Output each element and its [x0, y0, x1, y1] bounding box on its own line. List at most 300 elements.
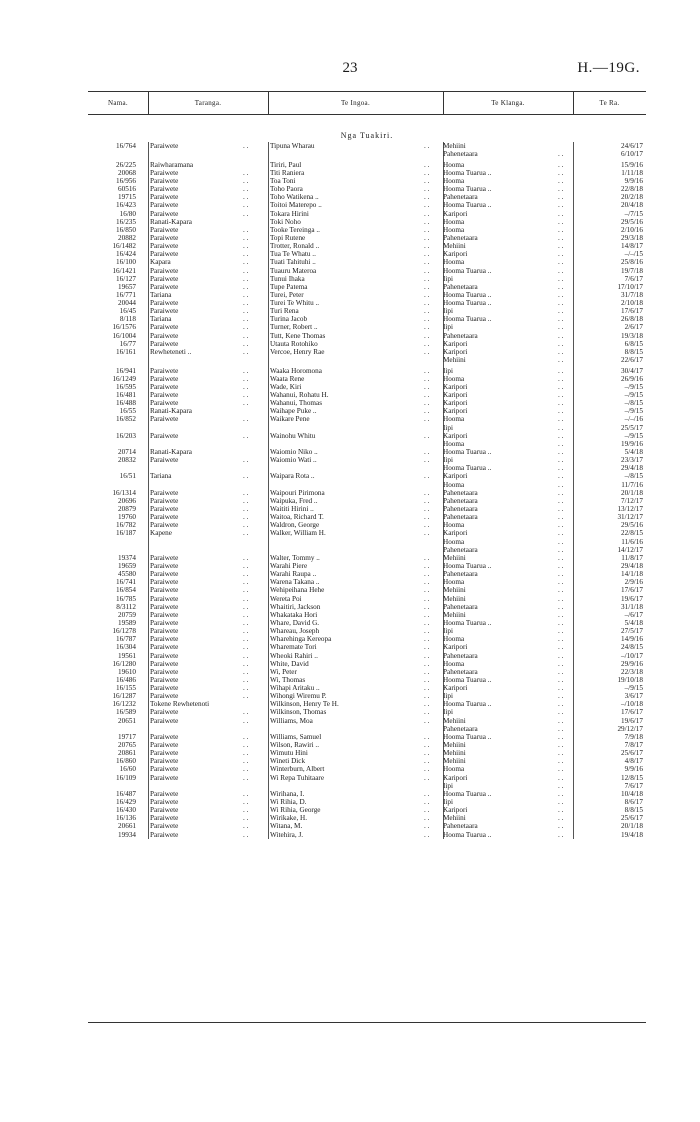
- leader-dots: . .: [558, 692, 564, 701]
- entry-klanga: Iipi: [443, 423, 453, 432]
- leader-dots: . .: [558, 757, 564, 766]
- entry-ingoa: Titi Raniera: [270, 168, 305, 177]
- table-header: [88, 91, 646, 115]
- entry-ra: 31/12/17: [617, 513, 643, 522]
- entry-taranga: Paraiwete: [150, 578, 179, 587]
- entry-ingoa: Wade, Kiri: [270, 382, 302, 391]
- table-row: [88, 161, 646, 169]
- entry-ra: 5/4/18: [624, 447, 643, 456]
- leader-dots: . .: [424, 456, 430, 465]
- entry-number: 16/787: [116, 635, 136, 644]
- entry-klanga: Hooma Tuarua ..: [443, 732, 492, 741]
- table-row: [88, 193, 646, 201]
- table-row: [88, 700, 646, 708]
- table-row: [88, 521, 646, 529]
- entry-ingoa: Tupe Patema: [270, 282, 308, 291]
- entry-number: 16/424: [116, 250, 136, 259]
- entry-taranga: Paraiwete: [150, 299, 179, 308]
- leader-dots: . .: [558, 716, 564, 725]
- leader-dots: . .: [558, 250, 564, 259]
- entry-number: 20879: [118, 504, 136, 513]
- entry-number: 20714: [118, 447, 136, 456]
- table-row: [88, 218, 646, 226]
- entry-klanga: Hooma: [443, 765, 465, 774]
- entry-number: 16/45: [119, 307, 136, 316]
- entry-ra: 11/6/16: [621, 537, 643, 546]
- leader-dots: . .: [243, 651, 249, 660]
- entry-taranga: Ranati-Kapara: [150, 217, 192, 226]
- leader-dots: . .: [424, 382, 430, 391]
- table-row: [88, 692, 646, 700]
- entry-klanga: Hooma: [443, 439, 465, 448]
- table-row: [88, 391, 646, 399]
- entry-ra: –/10/17: [621, 651, 643, 660]
- entry-number: 45580: [118, 570, 136, 579]
- entry-number: 16/852: [116, 415, 136, 424]
- entry-ra: 1/11/18: [621, 168, 643, 177]
- entry-ra: 29/12/17: [617, 724, 643, 733]
- entry-ra: 6/10/17: [621, 150, 643, 159]
- entry-ingoa: Topi Rutene: [270, 233, 306, 242]
- entry-taranga: Paraiwete: [150, 209, 179, 218]
- leader-dots: . .: [243, 176, 249, 185]
- leader-dots: . .: [243, 233, 249, 242]
- table-row: [88, 399, 646, 407]
- entry-ingoa: Waiomio Wati ..: [270, 456, 317, 465]
- leader-dots: . .: [424, 299, 430, 308]
- entry-klanga: Hooma Tuarua ..: [443, 315, 492, 324]
- leader-dots: . .: [558, 732, 564, 741]
- table-row: [88, 578, 646, 586]
- entry-number: 19717: [118, 732, 136, 741]
- entry-ra: –/8/15: [624, 399, 643, 408]
- entry-ra: 4/8/17: [624, 757, 643, 766]
- entry-klanga: Iipi: [443, 798, 453, 807]
- leader-dots: . .: [558, 659, 564, 668]
- entry-ingoa: Waipuka, Fred ..: [270, 496, 318, 505]
- table-row: [88, 562, 646, 570]
- entry-taranga: Paraiwete: [150, 659, 179, 668]
- entry-klanga: Hooma Tuarua ..: [443, 201, 492, 210]
- leader-dots: . .: [243, 366, 249, 375]
- entry-ra: 13/12/17: [617, 504, 643, 513]
- leader-dots: . .: [558, 274, 564, 283]
- entry-ingoa: Williams, Moa: [270, 716, 313, 725]
- leader-dots: . .: [558, 830, 564, 839]
- leader-dots: . .: [558, 431, 564, 440]
- entry-ra: 22/8/18: [621, 185, 643, 194]
- table-row: [88, 668, 646, 676]
- entry-ingoa: Whakataka Hori: [270, 610, 318, 619]
- entry-ra: –/6/17: [624, 610, 643, 619]
- entry-ra: 19/9/16: [621, 439, 643, 448]
- entry-number: 16/854: [116, 586, 136, 595]
- entry-number: 16/1314: [112, 488, 136, 497]
- entry-number: 16/1287: [112, 692, 136, 701]
- entry-taranga: Paraiwete: [150, 667, 179, 676]
- entry-number: 16/481: [116, 391, 136, 399]
- entry-ra: 31/1/18: [621, 602, 643, 611]
- entry-klanga: Pahenetaara: [443, 504, 478, 513]
- entry-ra: 3/6/17: [624, 692, 643, 701]
- entry-ingoa: Waaka Horomona: [270, 366, 322, 375]
- header-ra: Te Ra.: [599, 99, 620, 107]
- entry-number: 20765: [118, 741, 136, 750]
- entry-klanga: Karipori: [443, 382, 468, 391]
- leader-dots: . .: [424, 529, 430, 538]
- entry-taranga: Kapene: [150, 529, 172, 538]
- entry-number: 16/860: [116, 757, 136, 766]
- leader-dots: . .: [424, 798, 430, 807]
- leader-dots: . .: [424, 339, 430, 348]
- entry-taranga: Tariana: [150, 472, 172, 481]
- leader-dots: . .: [243, 643, 249, 652]
- leader-dots: . .: [243, 347, 249, 356]
- entry-ingoa: Winterburn, Albert: [270, 765, 325, 774]
- leader-dots: . .: [424, 651, 430, 660]
- entry-ingoa: Wilkinson, Thomas: [270, 708, 327, 717]
- entry-klanga: Hooma: [443, 176, 465, 185]
- leader-dots: . .: [424, 741, 430, 750]
- leader-dots: . .: [424, 488, 430, 497]
- entry-number: 16/1249: [112, 374, 136, 383]
- table-row: [88, 798, 646, 806]
- entry-taranga: Paraiwete: [150, 415, 179, 424]
- entry-number: 16/136: [116, 814, 136, 823]
- leader-dots: . .: [558, 472, 564, 481]
- leader-dots: . .: [558, 447, 564, 456]
- table-row: [88, 822, 646, 830]
- entry-ingoa: Wilkinson, Henry Te H.: [270, 700, 339, 709]
- leader-dots: . .: [558, 299, 564, 308]
- entry-ra: 31/7/18: [621, 290, 643, 299]
- entry-ra: 17/6/17: [621, 307, 643, 316]
- entry-number: 19374: [118, 553, 136, 562]
- entry-ra: –/7/15: [624, 209, 643, 218]
- leader-dots: . .: [243, 168, 249, 177]
- entry-ingoa: Wi, Peter: [270, 667, 297, 676]
- entry-klanga: Mehiini: [443, 716, 466, 725]
- entry-ingoa: Toho Paora: [270, 185, 303, 194]
- entry-ra: 14/12/17: [617, 545, 643, 554]
- leader-dots: . .: [243, 225, 249, 234]
- entry-klanga: Mehiini: [443, 610, 466, 619]
- leader-dots: . .: [424, 323, 430, 332]
- table-row: [88, 733, 646, 741]
- entry-ingoa: Wi, Thomas: [270, 675, 306, 684]
- entry-taranga: Paraiwete: [150, 586, 179, 595]
- leader-dots: . .: [243, 789, 249, 798]
- leader-dots: . .: [558, 323, 564, 332]
- entry-taranga: Paraiwete: [150, 741, 179, 750]
- leader-dots: . .: [424, 315, 430, 324]
- leader-dots: . .: [243, 339, 249, 348]
- table-row: [88, 546, 646, 554]
- entry-klanga: Hooma Tuarua ..: [443, 618, 492, 627]
- leader-dots: . .: [558, 315, 564, 324]
- entry-ra: 19/3/18: [621, 331, 643, 340]
- leader-dots: . .: [424, 830, 430, 839]
- leader-dots: . .: [558, 586, 564, 595]
- entry-ingoa: White, David: [270, 659, 309, 668]
- leader-dots: . .: [558, 423, 564, 432]
- leader-dots: . .: [424, 250, 430, 259]
- table-row: [88, 201, 646, 209]
- leader-dots: . .: [243, 242, 249, 251]
- entry-ra: 25/6/17: [621, 749, 643, 758]
- table-row: [88, 831, 646, 839]
- leader-dots: . .: [243, 561, 249, 570]
- entry-ingoa: Wi Repa Tuhitaare: [270, 773, 325, 782]
- entry-ra: –/–/16: [624, 415, 643, 424]
- table-row: [88, 676, 646, 684]
- entry-taranga: Paraiwete: [150, 266, 179, 275]
- leader-dots: . .: [558, 176, 564, 185]
- leader-dots: . .: [558, 570, 564, 579]
- leader-dots: . .: [558, 561, 564, 570]
- entry-number: 16/127: [116, 274, 136, 283]
- table-row: [88, 210, 646, 218]
- entry-ra: 15/9/16: [621, 160, 643, 169]
- entry-klanga: Pahenetaara: [443, 667, 478, 676]
- leader-dots: . .: [424, 618, 430, 627]
- entry-ingoa: Walker, William H.: [270, 529, 326, 538]
- entry-ra: 10/4/18: [621, 789, 643, 798]
- leader-dots: . .: [424, 331, 430, 340]
- leader-dots: . .: [424, 496, 430, 505]
- entry-taranga: Paraiwete: [150, 201, 179, 210]
- leader-dots: . .: [558, 366, 564, 375]
- entry-klanga: Hooma Tuarua ..: [443, 447, 492, 456]
- entry-taranga: Paraiwete: [150, 431, 179, 440]
- entry-taranga: Tariana: [150, 315, 172, 324]
- leader-dots: . .: [243, 635, 249, 644]
- entry-ingoa: Walter, Tommy ..: [270, 553, 320, 562]
- leader-dots: . .: [558, 225, 564, 234]
- entry-klanga: Mehiini: [443, 757, 466, 766]
- entry-ra: 29/5/16: [621, 521, 643, 530]
- leader-dots: . .: [424, 201, 430, 210]
- leader-dots: . .: [558, 480, 564, 489]
- leader-dots: . .: [243, 331, 249, 340]
- leader-dots: . .: [424, 504, 430, 513]
- leader-dots: . .: [424, 822, 430, 831]
- entry-taranga: Paraiwete: [150, 798, 179, 807]
- table-row: [88, 448, 646, 456]
- entry-klanga: Iipi: [443, 692, 453, 701]
- entry-number: 16/595: [116, 382, 136, 391]
- entry-number: 16/109: [116, 773, 136, 782]
- entry-ingoa: Waiomio Niko ..: [270, 447, 318, 456]
- leader-dots: . .: [424, 447, 430, 456]
- entry-ra: 20/4/18: [621, 201, 643, 210]
- entry-number: 19657: [118, 282, 136, 291]
- table-row: [88, 586, 646, 594]
- entry-ingoa: Waipara Rota ..: [270, 472, 315, 481]
- leader-dots: . .: [558, 602, 564, 611]
- entry-number: 20861: [118, 749, 136, 758]
- leader-dots: . .: [424, 217, 430, 226]
- leader-dots: . .: [243, 513, 249, 522]
- entry-ingoa: Waipouri Pirimona: [270, 488, 325, 497]
- leader-dots: . .: [558, 290, 564, 299]
- entry-klanga: Hooma: [443, 659, 465, 668]
- leader-dots: . .: [558, 504, 564, 513]
- leader-dots: . .: [558, 529, 564, 538]
- page-number: 23: [342, 60, 358, 76]
- leader-dots: . .: [558, 399, 564, 408]
- entry-ingoa: Warena Takana ..: [270, 578, 320, 587]
- entry-ingoa: Wineti Dick: [270, 757, 306, 766]
- entry-number: 20832: [118, 456, 136, 465]
- entry-ra: 20/1/18: [621, 488, 643, 497]
- leader-dots: . .: [424, 374, 430, 383]
- entry-ingoa: Warahi Raupa ..: [270, 570, 317, 579]
- table-row: [88, 375, 646, 383]
- entry-klanga: Karipori: [443, 407, 468, 416]
- entry-ra: 7/12/17: [621, 496, 643, 505]
- leader-dots: . .: [243, 201, 249, 210]
- header-klanga: Te Klanga.: [491, 99, 525, 107]
- entry-ra: 22/6/17: [621, 356, 643, 365]
- table-row: [88, 725, 646, 733]
- entry-ra: 24/8/15: [621, 643, 643, 652]
- entry-taranga: Paraiwete: [150, 814, 179, 823]
- entry-ra: –/–/15: [624, 250, 643, 259]
- entry-ra: 30/4/17: [621, 366, 643, 375]
- entry-ra: 19/10/18: [617, 675, 643, 684]
- leader-dots: . .: [243, 391, 249, 399]
- entry-ingoa: Toho Watikena ..: [270, 193, 319, 202]
- table-row: [88, 177, 646, 185]
- entry-klanga: Hooma Tuarua ..: [443, 789, 492, 798]
- table-row: [88, 489, 646, 497]
- entry-ra: –/8/15: [624, 472, 643, 481]
- entry-number: 20882: [118, 233, 136, 242]
- entry-taranga: Paraiwete: [150, 675, 179, 684]
- entry-klanga: Karipori: [443, 684, 468, 693]
- leader-dots: . .: [424, 578, 430, 587]
- entry-ingoa: Wahanui, Rohatu H.: [270, 391, 329, 399]
- entry-taranga: Paraiwete: [150, 168, 179, 177]
- entry-number: 16/1278: [112, 627, 136, 636]
- leader-dots: . .: [424, 684, 430, 693]
- leader-dots: . .: [558, 684, 564, 693]
- leader-dots: . .: [558, 610, 564, 619]
- header-nama: Nama.: [108, 99, 128, 107]
- table-row: [88, 497, 646, 505]
- entry-klanga: Mehiini: [443, 142, 466, 150]
- table-row: [88, 323, 646, 331]
- table-row: [88, 757, 646, 765]
- entry-ingoa: Toa Toni: [270, 176, 296, 185]
- entry-taranga: Paraiwete: [150, 391, 179, 399]
- leader-dots: . .: [424, 472, 430, 481]
- leader-dots: . .: [243, 415, 249, 424]
- entry-number: 16/235: [116, 217, 136, 226]
- table-row: [88, 652, 646, 660]
- entry-ra: 2/10/16: [621, 225, 643, 234]
- entry-taranga: Paraiwete: [150, 643, 179, 652]
- table-row: [88, 367, 646, 375]
- leader-dots: . .: [558, 382, 564, 391]
- entry-number: 16/487: [116, 789, 136, 798]
- leader-dots: . .: [558, 781, 564, 790]
- leader-dots: . .: [558, 521, 564, 530]
- entry-ra: 7/6/17: [624, 274, 643, 283]
- entry-klanga: Karipori: [443, 339, 468, 348]
- entry-taranga: Ranati-Kapara: [150, 407, 192, 416]
- entry-klanga: Pahenetaara: [443, 331, 478, 340]
- entry-ra: 19/7/18: [621, 266, 643, 275]
- entry-number: 20044: [118, 299, 136, 308]
- leader-dots: . .: [243, 708, 249, 717]
- entry-klanga: Pahenetaara: [443, 545, 478, 554]
- leader-dots: . .: [243, 142, 249, 150]
- leader-dots: . .: [558, 185, 564, 194]
- table-row: [88, 464, 646, 472]
- entry-taranga: Paraiwete: [150, 193, 179, 202]
- entry-taranga: Paraiwete: [150, 594, 179, 603]
- entry-taranga: Paraiwete: [150, 374, 179, 383]
- page-reference: H.—19G.: [577, 60, 640, 76]
- leader-dots: . .: [558, 537, 564, 546]
- entry-klanga: Hooma: [443, 521, 465, 530]
- entry-taranga: Paraiwete: [150, 339, 179, 348]
- table-body: [88, 142, 646, 839]
- entry-klanga: Mehiini: [443, 741, 466, 750]
- entry-ra: 9/9/16: [624, 765, 643, 774]
- entry-taranga: Paraiwete: [150, 830, 179, 839]
- leader-dots: . .: [243, 399, 249, 408]
- entry-klanga: Pahenetaara: [443, 724, 478, 733]
- table-row: [88, 635, 646, 643]
- entry-ra: 27/5/17: [621, 627, 643, 636]
- entry-number: 19610: [118, 667, 136, 676]
- entry-ra: 12/8/15: [621, 773, 643, 782]
- entry-number: 16/771: [116, 290, 136, 299]
- table-row: [88, 348, 646, 356]
- entry-number: 16/764: [116, 142, 136, 150]
- leader-dots: . .: [243, 618, 249, 627]
- leader-dots: . .: [558, 749, 564, 758]
- entry-ra: 17/10/17: [617, 282, 643, 291]
- entry-ra: 8/6/17: [624, 798, 643, 807]
- leader-dots: . .: [243, 627, 249, 636]
- entry-ingoa: Tooke Tereinga ..: [270, 225, 320, 234]
- entry-taranga: Paraiwete: [150, 692, 179, 701]
- table-row: [88, 806, 646, 814]
- entry-ra: 7/9/18: [624, 732, 643, 741]
- entry-klanga: Hooma Tuarua ..: [443, 168, 492, 177]
- register-table: [88, 91, 646, 839]
- leader-dots: . .: [558, 258, 564, 267]
- leader-dots: . .: [558, 266, 564, 275]
- leader-dots: . .: [243, 741, 249, 750]
- entry-klanga: Mehiini: [443, 356, 466, 365]
- entry-number: 26/225: [116, 160, 136, 169]
- entry-klanga: Hooma Tuarua ..: [443, 830, 492, 839]
- leader-dots: . .: [424, 176, 430, 185]
- entry-ingoa: Whaitiri, Jackson: [270, 602, 321, 611]
- leader-dots: . .: [424, 708, 430, 717]
- entry-ra: 26/8/18: [621, 315, 643, 324]
- leader-dots: . .: [558, 496, 564, 505]
- entry-taranga: Paraiwete: [150, 635, 179, 644]
- entry-klanga: Karipori: [443, 773, 468, 782]
- entry-ingoa: Tipuna Wharau: [270, 142, 315, 150]
- leader-dots: . .: [243, 830, 249, 839]
